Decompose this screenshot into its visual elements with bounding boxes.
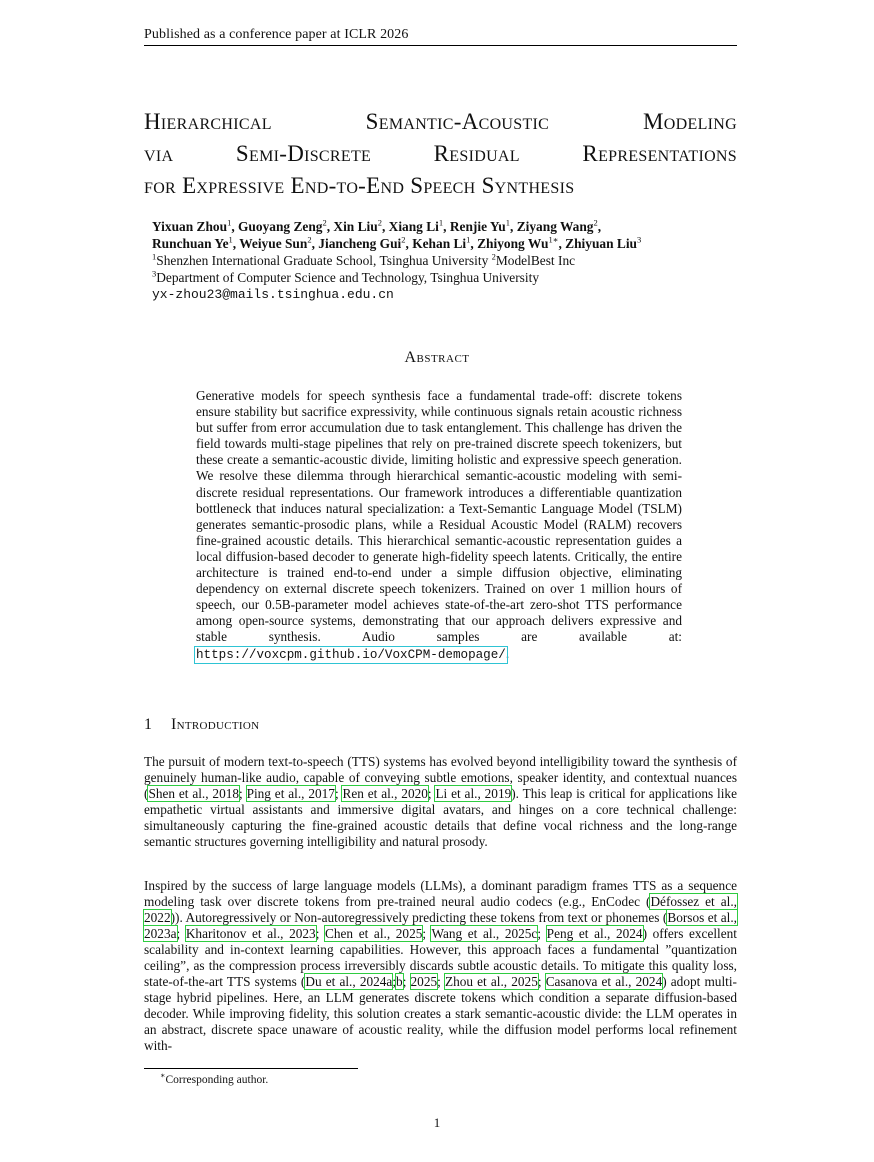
abstract-heading: Abstract xyxy=(404,349,470,366)
citation-link[interactable]: Zhou et al., 2025 xyxy=(444,974,538,990)
running-header: Published as a conference paper at ICLR 2026 xyxy=(144,27,409,42)
section-heading-introduction: 1 Introduction xyxy=(144,716,260,733)
author-email[interactable]: yx-zhou23@mails.tsinghua.edu.cn xyxy=(152,287,394,302)
citation-link[interactable]: Défossez et al., 2022 xyxy=(144,894,737,926)
citation-link[interactable]: Shen et al., 2018 xyxy=(148,786,240,802)
citation-link[interactable]: Li et al., 2019 xyxy=(435,786,512,802)
intro-paragraph-1: The pursuit of modern text-to-speech (TTS) systems has evolved beyond intelligibility toward the synthesis of genuinely human-like audio, capable of conveying subtle emotions, speaker identity, and contextual nuances (Shen et al., 2018; Ping et al., 2017; Ren et al., 2020; Li et al., 2019). This leap is critical for applications like empathetic virtual assistants and immersive digital avatars, and hinges on a core technical challenge: simultaneously capturing the fine-grained acoustic details that define vocal richness and the long-range semantic structures governing intelligibility and natural prosody. xyxy=(144,754,737,850)
demo-page-link[interactable]: https://voxcpm.github.io/VoxCPM-demopage/ xyxy=(196,647,506,662)
abstract-body: Generative models for speech synthesis face a fundamental trade-off: discrete tokens ensure stability but sacrifice expressivity, while continuous signals retain acoustic richness but suffer from error accumulation due to task entanglement. This challenge has driven the field towards multi-stage pipelines that rely on pre-trained discrete speech tokenizers, but these create a semantic-acoustic divide, limiting holistic and expressive speech generation. We resolve these dilemma through hierarchical semantic-acoustic modeling with semi-discrete residual representations. Our framework introduces a differentiable quantization bottleneck that induces natural specialization: a Text-Semantic Language Model (TSLM) generates semantic-prosodic plans, while a Residual Acoustic Model (RALM) recovers fine-grained acoustic details. This hierarchical semantic-acoustic representation guides a local diffusion-based decoder to generate high-fidelity speech latents. Critically, the entire architecture is trained end-to-end under a simple diffusion objective, eliminating dependency on external discrete speech tokenizers. Trained on over 1 million hours of speech, our 0.5B-parameter model achieves state-of-the-art zero-shot TTS performance among open-source systems, demonstrating that our approach delivers expressive and stable synthesis. Audio samples are available at: https://voxcpm.github.io/VoxCPM-demopage/. xyxy=(196,388,682,662)
citation-link[interactable]: Peng et al., 2024 xyxy=(546,926,643,942)
citation-link[interactable]: Du et al., 2024a xyxy=(305,974,393,990)
paper-title xyxy=(144,106,737,202)
author-line-2: Runchuan Ye$^1$, Weiyue Sun$^2$, Jiancheng Gui$^2$, Kehan Li$^1$, Zhiyong $Wu^{1∗}$, Zhiyuan Liu$^3$ xyxy=(152,234,642,251)
header-rule xyxy=(144,45,737,46)
page-number: 1 xyxy=(433,1115,441,1130)
citation-link[interactable]: Borsos et al., 2023a xyxy=(144,910,737,942)
footnote-rule xyxy=(144,1068,358,1069)
title-line-2: via Semi-Discrete Residual Representations xyxy=(144,141,737,166)
footnote: ∗Corresponding author. xyxy=(160,1071,269,1086)
title-line-3: for Expressive End-to-End Speech Synthesis xyxy=(144,173,575,198)
citation-link[interactable]: b xyxy=(396,974,403,990)
affiliation-line-1: $^1$Shenzhen International Graduate School, Tsinghua University $^2$ModelBest Inc xyxy=(152,251,576,268)
citation-link[interactable]: Chen et al., 2025 xyxy=(325,926,423,942)
author-block xyxy=(152,218,737,303)
citation-link[interactable]: Ping et al., 2017 xyxy=(246,786,335,802)
citation-link[interactable]: Kharitonov et al., 2023 xyxy=(185,926,316,942)
citation-link[interactable]: Casanova et al., 2024 xyxy=(545,974,663,990)
citation-link[interactable]: Wang et al., 2025c xyxy=(431,926,538,942)
intro-paragraph-2: Inspired by the success of large language models (LLMs), a dominant paradigm frames TTS as a sequence modeling task over discrete tokens from pre-trained neural audio codecs (e.g., EnCodec (Défossez et al., 2022)). Autoregressively or Non-autoregressively predicting these tokens from text or phonemes (Borsos et al., 2023a; Kharitonov et al., 2023; Chen et al., 2025; Wang et al., 2025c; Peng et al., 2024) offers excellent scalability and in-context learning capabilities. However, this approach faces a fundamental ”quantization ceiling”, as the compression process irreversibly discards subtle acoustic details. To mitigate this quality loss, state-of-the-art TTS systems (Du et al., 2024a;b; 2025; Zhou et al., 2025; Casanova et al., 2024) adopt multi-stage hybrid pipelines. Here, an LLM generates discrete tokens which condition a separate diffusion-based decoder. While improving fidelity, this solution creates a stark semantic-acoustic divide: the LLM operates in an abstract, discrete space unaware of acoustic reality, while the diffusion model performs local refinement with- xyxy=(144,878,737,1054)
citation-link[interactable]: 2025 xyxy=(410,974,438,990)
author-line-1: Yixuan Zhou$^1$, Guoyang Zeng$^2$, Xin Liu$^2$, Xiang Li$^1$, Renjie Yu$^1$, Ziyang Wang$^2$, xyxy=(152,217,602,234)
affiliation-line-2: $^3$Department of Computer Science and Technology, Tsinghua University xyxy=(152,268,540,285)
title-line-1: Hierarchical Semantic-Acoustic Modeling xyxy=(144,109,737,134)
citation-link[interactable]: Ren et al., 2020 xyxy=(342,786,428,802)
